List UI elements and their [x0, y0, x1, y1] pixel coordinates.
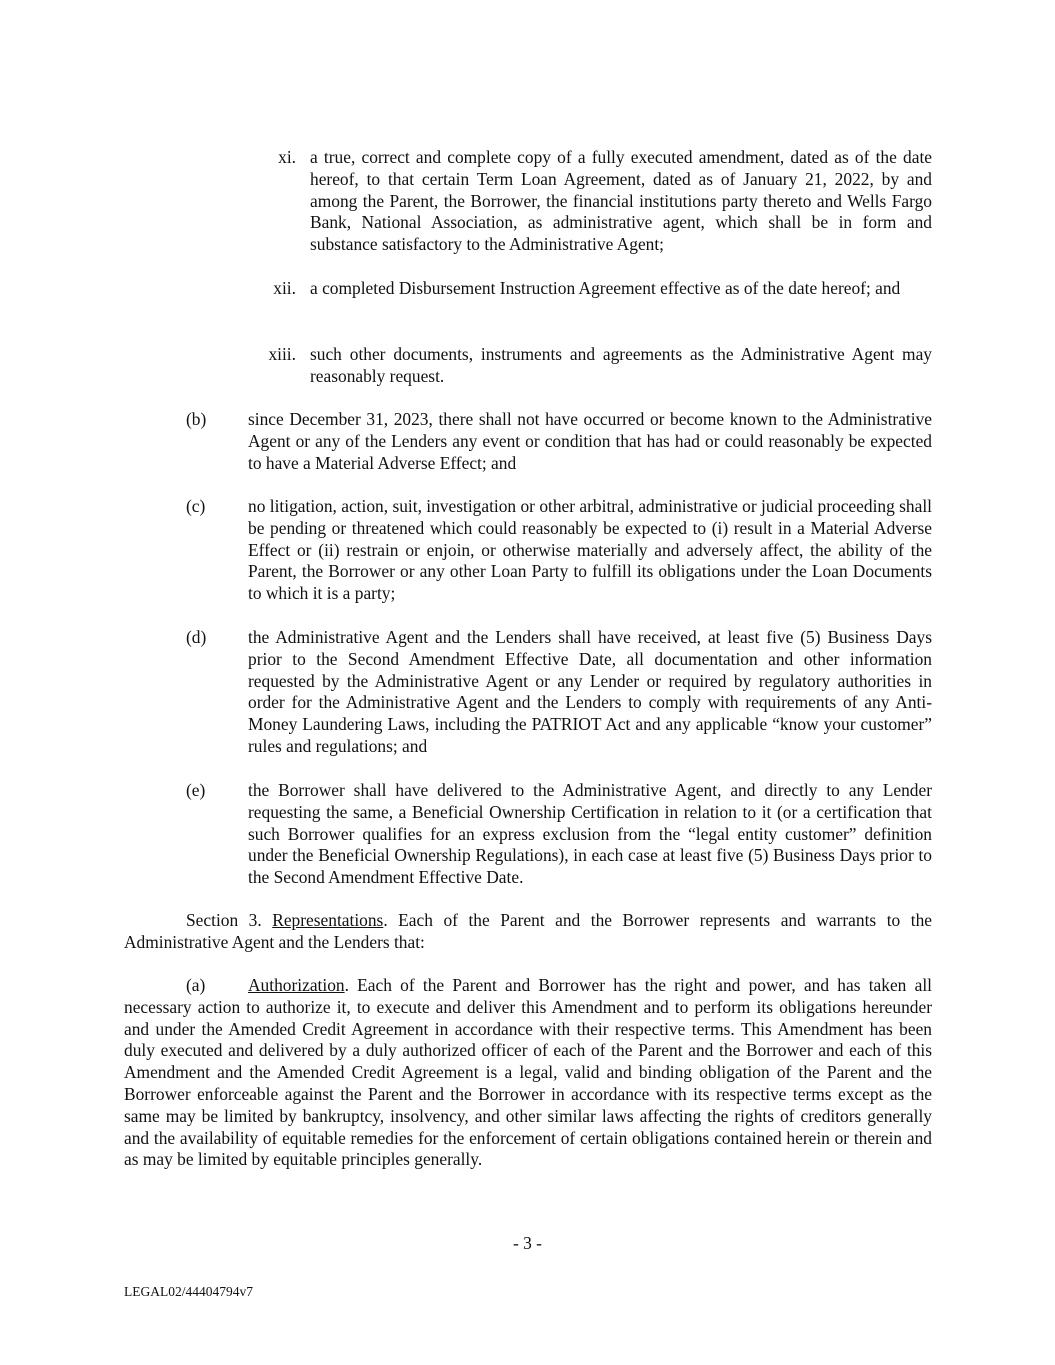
list-item-text: such other documents, instruments and agreements as the Administrative Agent may reasonably request.: [310, 344, 932, 386]
list-item-text: since December 31, 2023, there shall not have occurred or become known to the Administrative Agent or any of the Lenders any event or condition that has had or could reasonably be expected to have a Material Adverse Effect; and: [248, 409, 932, 473]
list-item-text: the Administrative Agent and the Lenders shall have received, at least five (5) Business Days prior to the Second Amendment Effective Date, all documentation and other information requested by the Administrative Agent or any Lender or required by regulatory authorities in order for the Administrative Agent and the Lenders to comply with requirements of any Anti-Money Laundering Laws, including the PATRIOT Act and any applicable “know your customer” rules and regulations; and: [248, 627, 932, 756]
list-item-number: xi.: [278, 147, 296, 167]
list-item-text: a true, correct and complete copy of a fully executed amendment, dated as of the date hereof, to that certain Term Loan Agreement, dated as of January 21, 2022, by and among the Parent, the Borrower, the financial institutions party thereto and Wells Fargo Bank, National Association, as administrative agent, which shall be in form and substance satisfactory to the Administrative Agent;: [310, 147, 932, 255]
list-item-letter: (b): [186, 409, 207, 429]
authorization-paragraph: [124, 975, 932, 1171]
section-3-paragraph: [124, 910, 932, 954]
page-number: - 3 -: [513, 1233, 542, 1253]
document-id: LEGAL02/44404794v7: [124, 1284, 253, 1299]
list-item-letter: (e): [186, 780, 206, 800]
list-item-number: xiii.: [268, 344, 296, 364]
section-3-heading: Representations: [272, 910, 384, 930]
list-item-number: xii.: [273, 278, 296, 298]
list-item-letter: (d): [186, 627, 207, 647]
authorization-letter: (a): [186, 975, 206, 995]
authorization-text: . Each of the Parent and Borrower has the right and power, and has taken all necessary action to authorize it, to execute and deliver this Amendment and to perform its obligations hereunder and under the Amended Credit Agreement in accordance with their respective terms. This Amendment has been duly executed and delivered by a duly authorized officer of each of the Parent and the Borrower and each of this Amendment and the Amended Credit Agreement is a legal, valid and binding obligation of the Parent and the Borrower enforceable against the Parent and the Borrower in accordance with its respective terms except as the same may be limited by bankruptcy, insolvency, and other similar laws affecting the rights of creditors generally and the availability of equitable remedies for the enforcement of certain obligations contained herein or therein and as may be limited by equitable principles generally.: [124, 975, 932, 1170]
list-item-letter: (c): [186, 496, 206, 516]
list-item-text: no litigation, action, suit, investigation or other arbitral, administrative or judicial proceeding shall be pending or threatened which could reasonably be expected to (i) result in a Material Adverse Effect or (ii) restrain or enjoin, or otherwise materially and adversely affect, the ability of the Parent, the Borrower or any other Loan Party to fulfill its obligations under the Loan Documents to which it is a party;: [248, 496, 932, 604]
authorization-heading: Authorization: [248, 975, 345, 995]
section-3-text: . Each of the Parent and the Borrower represents and warrants to the Administrative Agent and the Lenders that:: [124, 910, 932, 952]
section-3-prefix: Section 3.: [186, 910, 273, 930]
list-item-text: a completed Disbursement Instruction Agreement effective as of the date hereof; and: [310, 278, 901, 298]
list-item-text: the Borrower shall have delivered to the Administrative Agent, and directly to any Lender requesting the same, a Beneficial Ownership Certification in relation to it (or a certification that such Borrower qualifies for an express exclusion from the “legal entity customer” definition under the Beneficial Ownership Regulations), in each case at least five (5) Business Days prior to the Second Amendment Effective Date.: [248, 780, 932, 888]
